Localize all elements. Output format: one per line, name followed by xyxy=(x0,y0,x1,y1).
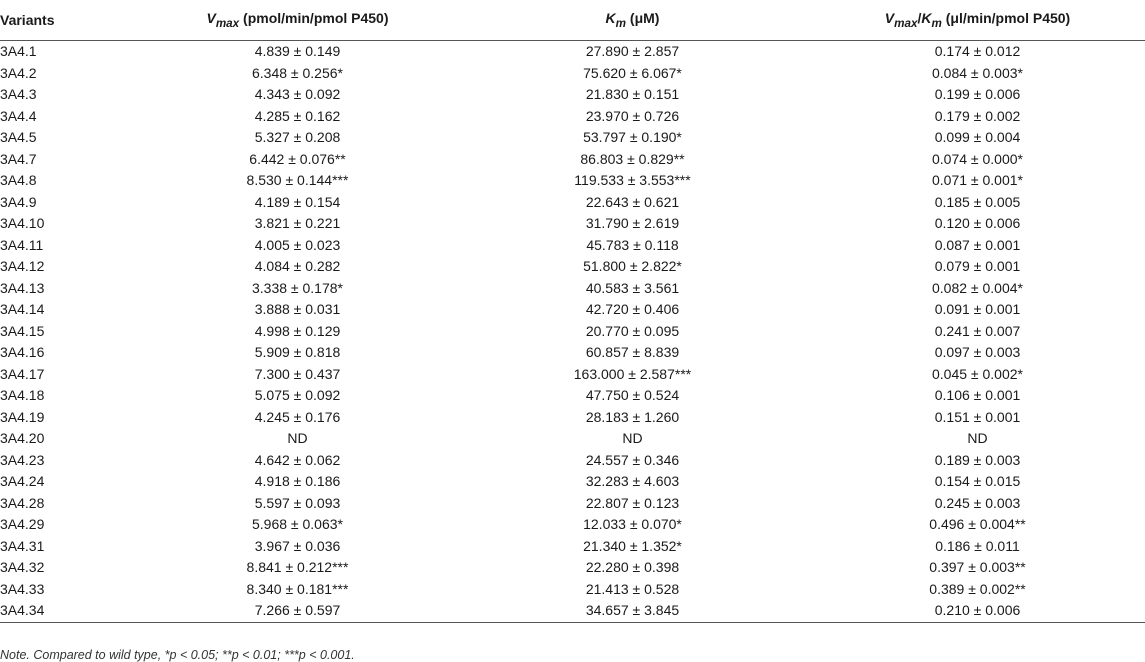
cell-km: 22.643 ± 0.621 xyxy=(585,193,680,210)
cell-vmax-km: 0.045 ± 0.002* xyxy=(932,365,1023,382)
cell-km: 60.857 ± 8.839 xyxy=(585,344,680,360)
cell-vmax-km: 0.496 ± 0.004** xyxy=(929,516,1026,532)
cell-km: 22.280 ± 0.398 xyxy=(585,559,680,575)
cell-vmax-km: ND xyxy=(967,430,988,446)
cell-vmax-km: 0.082 ± 0.004* xyxy=(932,279,1023,296)
table-row xyxy=(0,84,1145,106)
cell-variant: 3A4.1 xyxy=(0,43,37,59)
cell-vmax-km: 0.099 ± 0.004 xyxy=(934,129,1021,145)
table-row xyxy=(0,106,1145,128)
cell-km: 163.000 ± 2.587*** xyxy=(573,365,692,382)
cell-km: 45.783 ± 0.118 xyxy=(586,236,679,253)
cell-variant: 3A4.28 xyxy=(0,494,45,511)
cell-variant: 3A4.18 xyxy=(0,387,45,403)
cell-km: 28.183 ± 1.260 xyxy=(585,408,680,425)
cell-vmax: 3.967 ± 0.036 xyxy=(254,537,341,554)
cell-vmax-km: 0.199 ± 0.006 xyxy=(934,86,1021,102)
cell-km: ND xyxy=(622,430,643,446)
table-row xyxy=(0,536,1145,558)
table-row xyxy=(0,471,1145,493)
table-row xyxy=(0,321,1145,343)
cell-variant: 3A4.20 xyxy=(0,430,45,446)
cell-variant: 3A4.15 xyxy=(0,322,45,339)
cell-vmax: 8.340 ± 0.181*** xyxy=(246,580,349,597)
table-header xyxy=(0,0,1145,41)
table-row xyxy=(0,493,1145,515)
cell-km: 21.340 ± 1.352* xyxy=(583,537,682,554)
cell-variant: 3A4.4 xyxy=(0,107,37,124)
cell-vmax-km: 0.106 ± 0.001 xyxy=(934,387,1021,403)
table-row xyxy=(0,557,1145,579)
table-row xyxy=(0,407,1145,429)
header-vmax-km: $V_{max}/K_m$ (μl/min/pmol P450) xyxy=(810,0,1145,41)
cell-vmax: 6.442 ± 0.076** xyxy=(249,150,346,167)
cell-km: 34.657 ± 3.845 xyxy=(455,600,810,622)
cell-km: 86.803 ± 0.829** xyxy=(580,150,685,167)
table-row xyxy=(0,256,1145,278)
cell-km: 31.790 ± 2.619 xyxy=(585,215,680,231)
cell-km: 51.800 ± 2.822* xyxy=(583,258,682,274)
cell-km: 24.557 ± 0.346 xyxy=(585,451,680,468)
cell-variant: 3A4.11 xyxy=(0,236,44,253)
cell-variant: 3A4.9 xyxy=(0,193,37,210)
table-row xyxy=(0,299,1145,321)
cell-variant: 3A4.2 xyxy=(0,64,37,81)
table-row xyxy=(0,149,1145,171)
cell-vmax: 5.597 ± 0.093 xyxy=(254,494,341,511)
cell-km: 32.283 ± 4.603 xyxy=(585,473,680,489)
cell-vmax: 5.075 ± 0.092 xyxy=(254,387,341,403)
table-row xyxy=(0,514,1145,536)
cell-vmax: 8.530 ± 0.144*** xyxy=(246,172,349,188)
table-row xyxy=(0,170,1145,192)
cell-vmax: 4.839 ± 0.149 xyxy=(254,43,341,59)
cell-vmax-km: 0.084 ± 0.003* xyxy=(932,64,1023,81)
table-body xyxy=(0,41,1145,623)
cell-variant: 3A4.16 xyxy=(0,344,45,360)
cell-km: 47.750 ± 0.524 xyxy=(585,387,680,403)
cell-variant: 3A4.19 xyxy=(0,408,45,425)
table-row xyxy=(0,278,1145,300)
cell-vmax: 4.245 ± 0.176 xyxy=(254,408,341,425)
table-row xyxy=(0,385,1145,407)
cell-km: 42.720 ± 0.406 xyxy=(585,301,680,317)
cell-km: 40.583 ± 3.561 xyxy=(585,279,680,296)
cell-variant: 3A4.14 xyxy=(0,301,45,317)
cell-vmax: 5.327 ± 0.208 xyxy=(254,129,341,145)
cell-vmax: 4.084 ± 0.282 xyxy=(254,258,341,274)
cell-vmax-km: 0.389 ± 0.002** xyxy=(929,580,1026,597)
cell-vmax-km: 0.179 ± 0.002 xyxy=(934,107,1021,124)
cell-vmax-km: 0.189 ± 0.003 xyxy=(934,451,1021,468)
cell-km: 53.797 ± 0.190* xyxy=(583,129,682,145)
cell-vmax-km: 0.091 ± 0.001 xyxy=(934,301,1021,317)
table-row xyxy=(0,579,1145,601)
cell-vmax: 3.888 ± 0.031 xyxy=(254,301,341,317)
cell-vmax-km: 0.210 ± 0.006 xyxy=(810,600,1145,622)
cell-km: 21.413 ± 0.528 xyxy=(585,580,680,597)
cell-vmax-km: 0.174 ± 0.012 xyxy=(934,43,1021,59)
cell-vmax: 4.343 ± 0.092 xyxy=(254,86,341,102)
cell-km: 75.620 ± 6.067* xyxy=(583,64,682,81)
cell-vmax: 6.348 ± 0.256* xyxy=(252,64,343,81)
cell-variant: 3A4.31 xyxy=(0,537,45,554)
cell-vmax: 5.968 ± 0.063* xyxy=(252,516,343,532)
table-row xyxy=(0,213,1145,235)
cell-variant: 3A4.32 xyxy=(0,559,45,575)
cell-vmax-km: 0.186 ± 0.011 xyxy=(935,537,1020,554)
cell-vmax: 8.841 ± 0.212*** xyxy=(246,559,349,575)
cell-km: 23.970 ± 0.726 xyxy=(585,107,680,124)
table-row xyxy=(0,450,1145,472)
cell-km: 12.033 ± 0.070* xyxy=(583,516,682,532)
cell-km: 119.533 ± 3.553*** xyxy=(574,172,691,188)
cell-variant: 3A4.8 xyxy=(0,172,37,188)
cell-vmax: 4.005 ± 0.023 xyxy=(254,236,341,253)
cell-km: 20.770 ± 0.095 xyxy=(585,322,680,339)
cell-variant: 3A4.24 xyxy=(0,473,45,489)
table-row xyxy=(0,342,1145,364)
cell-variant: 3A4.33 xyxy=(0,580,45,597)
header-km: $K_m$ (μM) xyxy=(455,0,810,41)
table-row xyxy=(0,428,1145,450)
table-row xyxy=(0,600,1145,622)
table-note: Note. Compared to wild type, *p < 0.05; **p < 0.01; ***p < 0.001. xyxy=(0,648,355,662)
cell-vmax: 4.189 ± 0.154 xyxy=(254,193,341,210)
cell-vmax: 7.266 ± 0.597 xyxy=(140,600,455,622)
cell-variant: 3A4.23 xyxy=(0,451,45,468)
cell-vmax-km: 0.074 ± 0.000* xyxy=(932,150,1023,167)
cell-vmax-km: 0.397 ± 0.003** xyxy=(929,559,1026,575)
cell-vmax-km: 0.241 ± 0.007 xyxy=(934,322,1021,339)
cell-variant: 3A4.29 xyxy=(0,516,45,532)
table-row xyxy=(0,192,1145,214)
table-row xyxy=(0,364,1145,386)
cell-variant: 3A4.12 xyxy=(0,258,45,274)
header-row xyxy=(0,0,1145,41)
cell-variant: 3A4.7 xyxy=(0,150,37,167)
cell-vmax: 5.909 ± 0.818 xyxy=(254,344,341,360)
header-variants: Variants xyxy=(0,0,140,41)
cell-vmax: 3.821 ± 0.221 xyxy=(254,215,341,231)
cell-vmax-km: 0.097 ± 0.003 xyxy=(934,344,1021,360)
cell-variant: 3A4.10 xyxy=(0,215,45,231)
cell-vmax: 4.642 ± 0.062 xyxy=(254,451,341,468)
cell-vmax-km: 0.151 ± 0.001 xyxy=(934,408,1021,425)
cell-variant: 3A4.17 xyxy=(0,365,45,382)
cell-km: 27.890 ± 2.857 xyxy=(585,43,680,59)
cell-vmax: 4.918 ± 0.186 xyxy=(254,473,341,489)
table-row xyxy=(0,63,1145,85)
table-row xyxy=(0,127,1145,149)
cell-vmax: 4.998 ± 0.129 xyxy=(254,322,341,339)
cell-variant: 3A4.3 xyxy=(0,86,37,102)
cell-vmax-km: 0.185 ± 0.005 xyxy=(934,193,1021,210)
cell-vmax: ND xyxy=(287,430,308,446)
table-row xyxy=(0,235,1145,257)
header-vmax: $V_{max}$ (pmol/min/pmol P450) xyxy=(140,0,455,41)
cell-vmax: 4.285 ± 0.162 xyxy=(254,107,341,124)
cell-vmax: 7.300 ± 0.437 xyxy=(254,365,341,382)
cell-vmax-km: 0.245 ± 0.003 xyxy=(934,494,1021,511)
cell-variant: 3A4.34 xyxy=(0,600,140,622)
cell-vmax-km: 0.071 ± 0.001* xyxy=(932,172,1023,188)
cell-vmax-km: 0.154 ± 0.015 xyxy=(934,473,1021,489)
cell-vmax: 3.338 ± 0.178* xyxy=(252,279,343,296)
cell-vmax-km: 0.087 ± 0.001 xyxy=(934,236,1021,253)
cell-variant: 3A4.5 xyxy=(0,129,37,145)
cell-vmax-km: 0.120 ± 0.006 xyxy=(934,215,1021,231)
cell-variant: 3A4.13 xyxy=(0,279,45,296)
cell-km: 22.807 ± 0.123 xyxy=(585,494,680,511)
table-row xyxy=(0,41,1145,63)
cell-vmax-km: 0.079 ± 0.001 xyxy=(934,258,1021,274)
cell-km: 21.830 ± 0.151 xyxy=(585,86,680,102)
